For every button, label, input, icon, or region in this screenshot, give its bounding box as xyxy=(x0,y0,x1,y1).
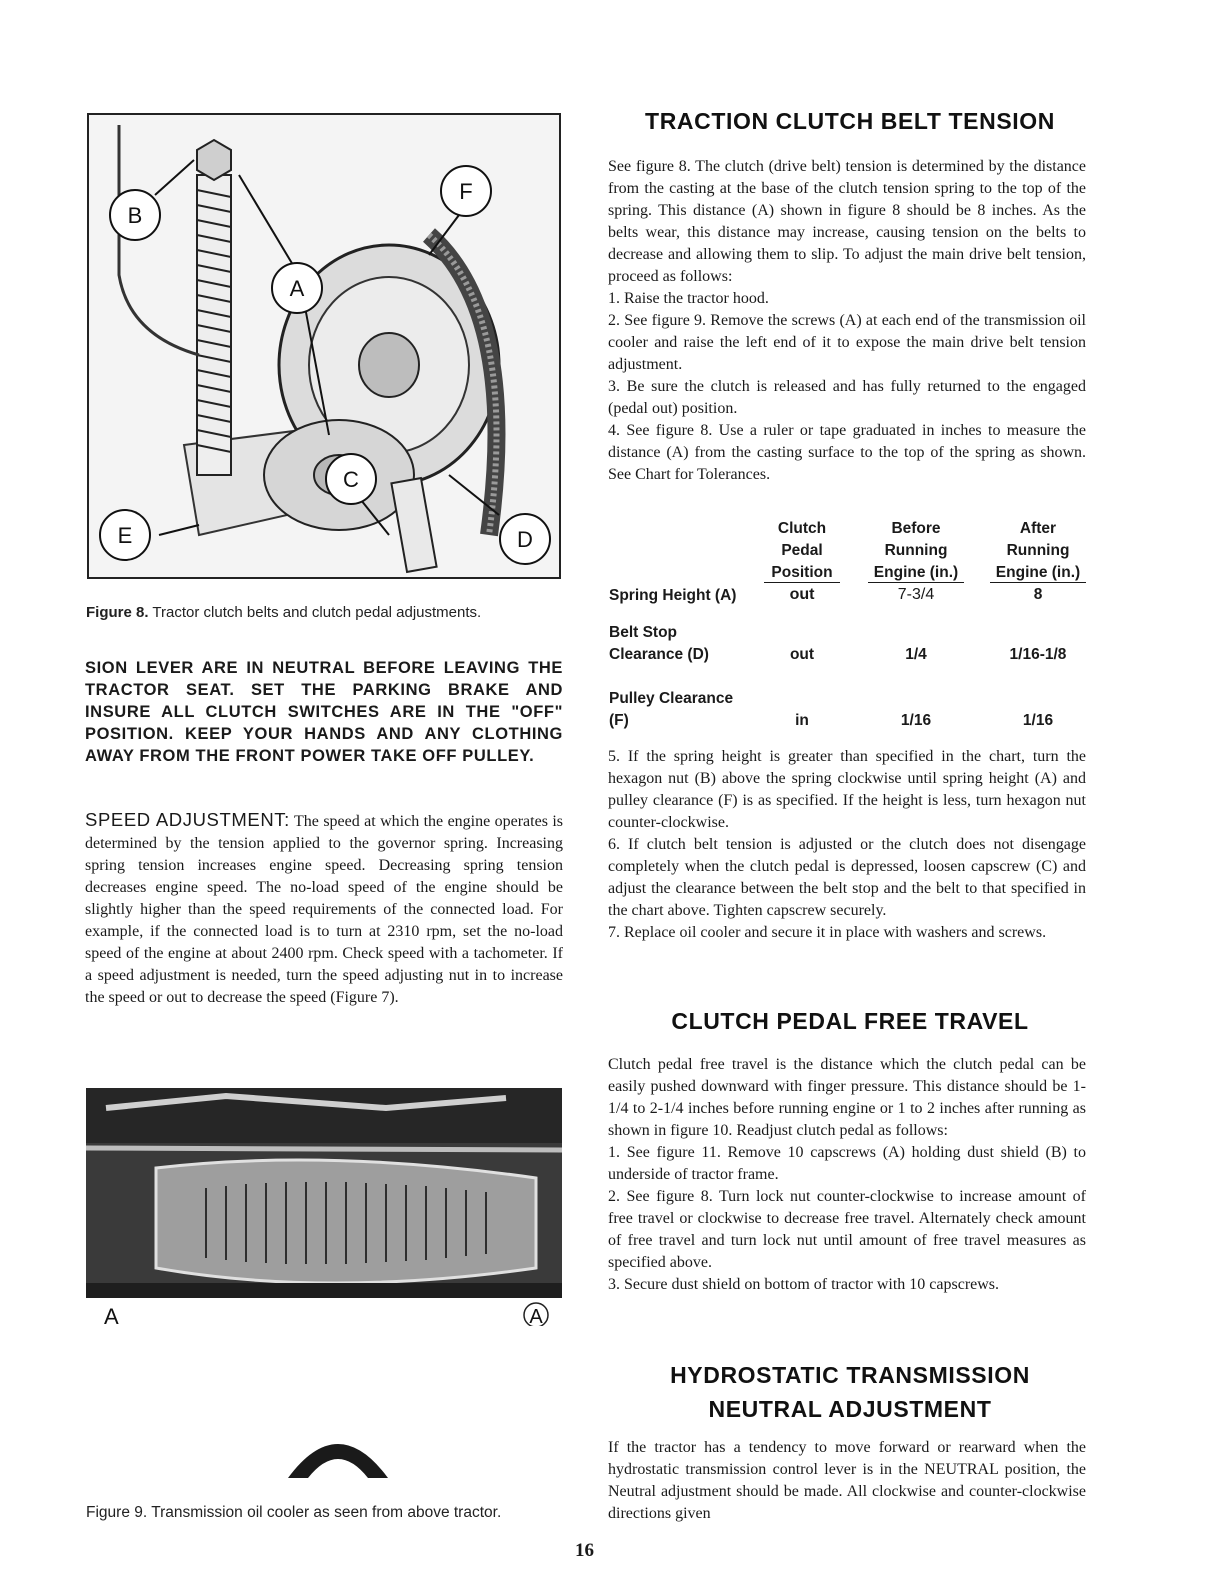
callout-label-b: B xyxy=(127,203,143,228)
chart-header-position: Position xyxy=(764,564,840,583)
chart-row-2-after: 1/16-1/8 xyxy=(1009,646,1067,663)
traction-step-6: 6. If clutch belt tension is adjusted or the clutch does not disengage completely when the clutch pedal is depressed, loosen capscrew (C) and adjust the clearance between the belt stop and the belt to that specified in the chart above. Tighten capscrew securely. xyxy=(608,836,1086,919)
clutch-pedal-body xyxy=(608,1054,1086,1296)
traction-step-3: 3. Be sure the clutch is released and has fully returned to the engaged (pedal out) position. xyxy=(608,378,1086,417)
traction-clutch-heading: TRACTION CLUTCH BELT TENSION xyxy=(645,108,1055,134)
figure-9-label-right: A xyxy=(529,1306,543,1326)
chart-header-clutch: Clutch xyxy=(777,520,827,537)
chart-header-after: After xyxy=(1019,520,1057,537)
figure-8-caption-label: Figure 8. xyxy=(86,604,149,621)
chart-row-3-after: 1/16 xyxy=(1022,712,1054,729)
clutch-pedal-step-2: 2. See figure 8. Turn lock nut counter-clockwise to increase amount of free travel or clockwise to decrease free travel. Alternately check amount of free travel and turn lock nut until amount of free travel measures as specified above. xyxy=(608,1188,1086,1271)
figure-8-caption-text: Tractor clutch belts and clutch pedal adjustments. xyxy=(152,604,482,621)
figure-8-caption xyxy=(86,604,566,621)
clutch-pedal-intro: Clutch pedal free travel is the distance which the clutch pedal can be easily pushed downward with finger pressure. This distance should be 1-1/4 to 2-1/4 inches before running engine or 1 to 2 inches after running as shown in figure 10. Readjust clutch pedal as follows: xyxy=(608,1056,1086,1139)
figure-8-illustration xyxy=(87,113,561,579)
figure-9-photo xyxy=(86,1088,562,1326)
traction-step-5: 5. If the spring height is greater than specified in the chart, turn the hexagon nut (B) above the spring clockwise until spring height (A) and pulley clearance (F) is as specified. If the height is less, turn hexagon nut counter-clockwise. xyxy=(608,748,1086,831)
chart-row-2-label-line2: Clearance (D) xyxy=(609,646,709,663)
hydrostatic-text: If the tractor has a tendency to move forward or rearward when the hydrostatic transmission control lever is in the NEUTRAL position, the Neutral adjustment should be made. All clockwise and counter-clockwise directions given xyxy=(608,1439,1086,1522)
callout-label-f: F xyxy=(459,179,473,204)
speed-adjustment-heading: SPEED ADJUSTMENT: xyxy=(85,809,290,830)
chart-header-after-engine: Engine (in.) xyxy=(990,564,1086,583)
clutch-pedal-step-3: 3. Secure dust shield on bottom of tractor with 10 capscrews. xyxy=(608,1276,1000,1293)
chart-row-1-label: Spring Height (A) xyxy=(609,587,737,604)
figure-9-caption xyxy=(86,1504,566,1522)
traction-steps-continued xyxy=(608,746,1086,944)
chart-row-3-label-line2: (F) xyxy=(609,712,629,729)
chart-row-1-before: 7-3/4 xyxy=(897,586,935,603)
callout-label-e: E xyxy=(117,523,133,548)
hydrostatic-heading xyxy=(608,1358,1092,1426)
callout-label-a: A xyxy=(289,276,305,301)
hydrostatic-heading-line2: NEUTRAL ADJUSTMENT xyxy=(708,1396,992,1422)
chart-header-before-engine: Engine (in.) xyxy=(868,564,964,583)
chart-row-2-label-line1: Belt Stop xyxy=(609,624,678,641)
chart-header-after-running: Running xyxy=(1006,542,1070,559)
callout-label-c: C xyxy=(343,467,359,492)
chart-row-3-position: in xyxy=(795,712,809,729)
traction-clutch-body xyxy=(608,156,1086,486)
chart-row-2-position: out xyxy=(789,646,815,663)
safety-warning: SION LEVER ARE IN NEUTRAL BEFORE LEAVING THE TRACTOR SEAT. SET THE PARKING BRAKE AND INSURE ALL CLUTCH SWITCHES ARE IN THE "OFF" POSITION. KEEP YOUR HANDS AND ANY CLOTHING AWAY FROM THE FRONT POWER TAKE OFF PULLEY. xyxy=(85,659,563,765)
figure-9-label-left: A xyxy=(104,1304,119,1326)
hydrostatic-heading-line1: HYDROSTATIC TRANSMISSION xyxy=(670,1362,1030,1388)
chart-row-3-label-line1: Pulley Clearance xyxy=(609,690,734,707)
clutch-pedal-heading: CLUTCH PEDAL FREE TRAVEL xyxy=(671,1008,1029,1034)
figure-9-fragment xyxy=(283,1420,393,1480)
speed-adjustment-text: The speed at which the engine operates is determined by the tension applied to the governor spring. Increasing spring tension increases engine speed. Decreasing spring tension decreases engine speed. The no-load speed of the engine should be slightly higher than the speed requirements of the connected load. For example, if the connected load is to turn at 2310 rpm, set the no-load speed of the engine at about 2400 rpm. Check speed with a tachometer. If a speed adjustment is needed, turn the speed adjusting nut in to increase the speed or out to decrease the speed (Figure 7). xyxy=(85,813,563,1006)
figure-9-caption-label: Figure 9. xyxy=(86,1504,148,1521)
clutch-pedal-step-1: 1. See figure 11. Remove 10 capscrews (A) holding dust shield (B) to underside of tractor frame. xyxy=(608,1144,1086,1183)
traction-step-7: 7. Replace oil cooler and secure it in place with washers and screws. xyxy=(608,924,1047,941)
figure-9-caption-text: Transmission oil cooler as seen from above tractor. xyxy=(151,1504,502,1521)
callout-label-d: D xyxy=(517,527,533,552)
chart-header-pedal: Pedal xyxy=(781,542,823,559)
traction-step-2: 2. See figure 9. Remove the screws (A) at each end of the transmission oil cooler and raise the left end of it to expose the main drive belt tension adjustment. xyxy=(608,312,1086,373)
traction-step-4: 4. See figure 8. Use a ruler or tape graduated in inches to measure the distance (A) from the casting surface to the top of the spring as shown. See Chart for Tolerances. xyxy=(608,422,1086,483)
chart-row-1-position: out xyxy=(789,586,815,603)
chart-header-before: Before xyxy=(891,520,941,537)
tolerance-chart xyxy=(608,517,1092,743)
traction-clutch-intro: See figure 8. The clutch (drive belt) tension is determined by the distance from the casting at the base of the clutch tension spring to the top of the spring. This distance (A) shown in figure 8 should be 8 inches. As the belts wear, this distance may increase, causing tension on the belts to decrease and allowing them to slip. To adjust the main drive belt tension, proceed as follows: xyxy=(608,158,1086,285)
speed-adjustment-section xyxy=(85,809,563,1009)
chart-row-2-before: 1/4 xyxy=(905,646,927,663)
chart-row-1-after: 8 xyxy=(1033,586,1043,603)
page-number: 16 xyxy=(575,1540,594,1561)
chart-row-3-before: 1/16 xyxy=(900,712,932,729)
traction-step-1: 1. Raise the tractor hood. xyxy=(608,290,769,307)
chart-header-before-running: Running xyxy=(884,542,948,559)
